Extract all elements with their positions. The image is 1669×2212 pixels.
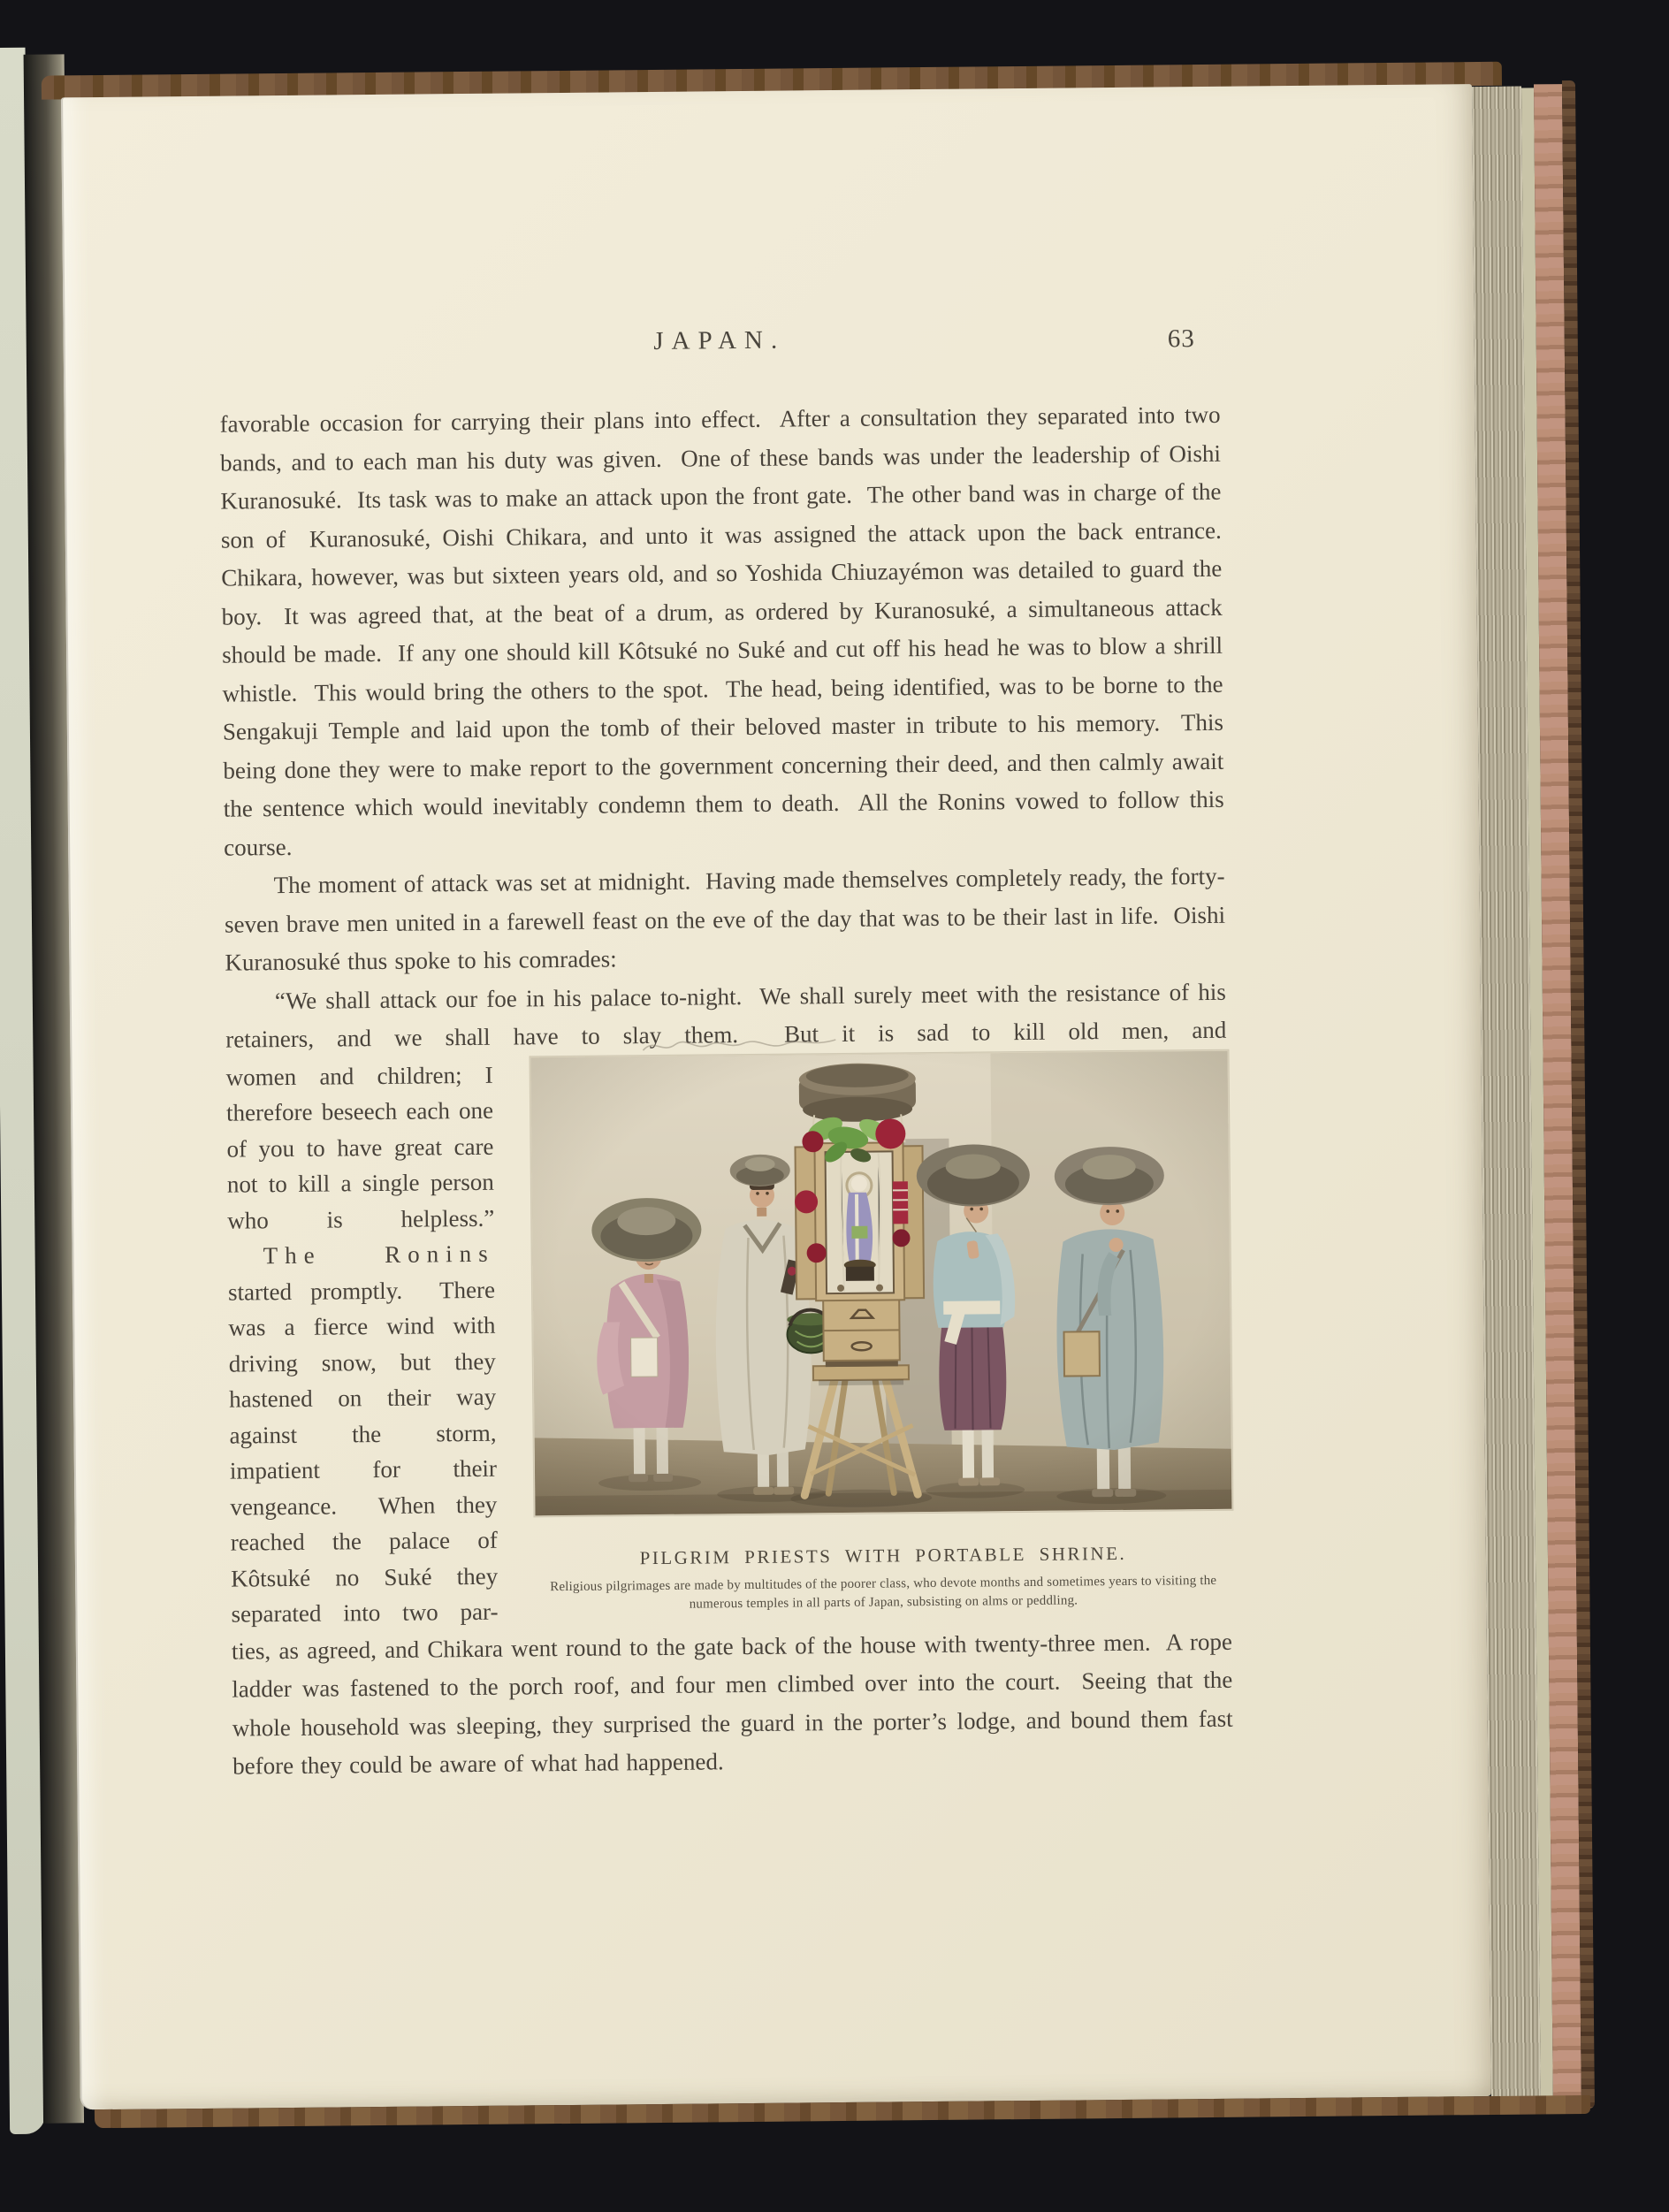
figure-pilgrim-priests — [530, 1049, 1231, 1614]
ronins-lead-line: The Ronins — [263, 1239, 495, 1270]
column-paragraph-ronins — [227, 1236, 506, 1632]
figure-caption: PILGRIM PRIESTS WITH PORTABLE SHRINE. — [639, 1542, 1127, 1568]
photograph — [530, 1049, 1232, 1516]
figure-subcaption-line2: numerous temples in all parts of Japan, subsisting on alms or peddling. — [689, 1592, 1078, 1612]
ronins-rest: started promptly. There was a fierce wind with driving snow, but they hastened on their way against the storm, impatient for their vengeance. When they reached the palace of Kôtsuké no Suké they separated into two par- — [227, 1276, 506, 1628]
left-text-column — [225, 1056, 506, 1632]
figure-subcaption-line1: Religious pilgrimages are made by multitudes of the poorer class, who devote months and sometimes years to visiting the — [550, 1573, 1217, 1594]
paragraph-3: “We shall attack our foe in his palace to-night. We shall surely meet with the resistance of his retainers, and we shall have to slay them. But it is sad to kill old men, and — [225, 978, 1234, 1053]
page-number: 63 — [1167, 324, 1195, 354]
photo-vignette — [530, 1050, 1231, 1515]
page-title: JAPAN. — [653, 325, 786, 355]
paragraph-2: The moment of attack was set at midnight. Having made themselves completely ready, the forty-seven brave men united in a farewell feast on the eve of the day that was to be their last in life. Oishi Kuranosuké thus spoke to his comrades: — [224, 862, 1233, 976]
column-and-figure-row — [226, 1049, 1232, 1632]
photo-pilgrim-priests — [530, 1050, 1231, 1515]
text-block — [217, 87, 1241, 1786]
figure-caption-block — [535, 1541, 1232, 1614]
running-head — [219, 322, 1220, 367]
paragraph-1: favorable occasion for carrying their plans into effect. After a consultation they separated into two bands, and to each man his duty was given. One of these bands was under the leadership of Oishi Kuranosuké. Its task was to make an attack upon the front gate. The other band was in charge of the son of Kuranosuké, Oishi Chikara, and unto it was assigned the attack upon the back entrance. Chikara, however, was but sixteen years old, and so Yoshida Chiuzayémon was detailed to guard the boy. It was agreed that, at the beat of a drum, as ordered by Kuranosuké, a simultaneous attack should be made. If any one should kill Kôtsuké no Suké and cut off his head he was to blow a shrill whistle. This would bring the others to the spot. The head, being identified, was to be borne to the Sengakuji Temple and laid upon the tomb of their beloved master in tribute to his memory. This being done they were to make report to the government concerning their deed, and then calmly await the sentence which would inevitably condemn them to death. All the Ronins vowed to follow this course. — [219, 400, 1237, 861]
column-paragraph-quote-end: women and children; I therefore beseech each one of you to have great care not to kill a single person who is helpless.” — [225, 1061, 502, 1234]
handwritten-inscription — [636, 1030, 848, 1058]
paragraph-5: ties, as agreed, and Chikara went round to the gate back of the house with twenty-three men. A rope ladder was fastened to the porch roof, and four men climbed over into the court. Seeing that the whole household was sleeping, they surprised the guard in the porter’s lodge, and bound them fast before they could be aware of what had happened. — [231, 1628, 1241, 1780]
book-page — [61, 84, 1491, 2109]
